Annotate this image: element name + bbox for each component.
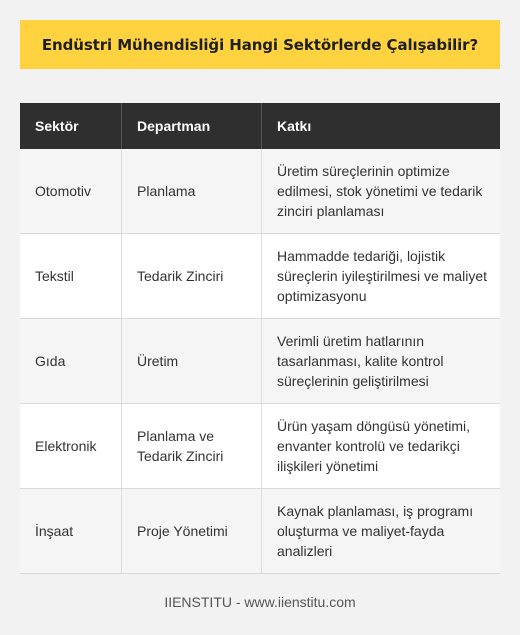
header-sector: Sektör — [20, 103, 122, 149]
cell-contribution: Verimli üretim hatlarının tasarlanması, kalite kontrol süreçlerinin geliştirilmesi — [277, 333, 444, 389]
cell-department: Planlama — [122, 149, 262, 233]
cell-contribution: Hammadde tedariği, lojistik süreçlerin iyileştirilmesi ve maliyet optimizasyonu — [277, 248, 488, 304]
cell-department: Üretim — [122, 319, 262, 403]
table-header-row — [20, 103, 500, 149]
table-row — [20, 489, 500, 574]
footer-credit: IIENSTITU - www.iienstitu.com — [164, 594, 356, 610]
cell-contribution: Ürün yaşam döngüsü yönetimi, envanter kontrolü ve tedarikçi ilişkileri yönetimi — [277, 418, 470, 474]
cell-sector: Elektronik — [20, 404, 122, 488]
cell-department: Tedarik Zinciri — [122, 234, 262, 318]
cell-sector: İnşaat — [20, 489, 122, 573]
page-title: Endüstri Mühendisliği Hangi Sektörlerde Çalışabilir? — [20, 20, 500, 69]
header-contribution: Katkı — [277, 118, 312, 134]
cell-sector: Tekstil — [20, 234, 122, 318]
cell-sector: Otomotiv — [20, 149, 122, 233]
cell-contribution: Kaynak planlaması, iş programı oluşturma ve maliyet-fayda analizleri — [277, 503, 474, 559]
cell-department: Planlama ve Tedarik Zinciri — [122, 404, 262, 488]
table-row — [20, 404, 500, 489]
table-row — [20, 319, 500, 404]
cell-contribution: Üretim süreçlerinin optimize edilmesi, stok yönetimi ve tedarik zinciri planlaması — [277, 163, 483, 219]
header-department: Departman — [122, 103, 262, 149]
table-row — [20, 234, 500, 319]
cell-sector: Gıda — [20, 319, 122, 403]
cell-department: Proje Yönetimi — [122, 489, 262, 573]
sector-table — [20, 103, 500, 574]
table-row — [20, 149, 500, 234]
